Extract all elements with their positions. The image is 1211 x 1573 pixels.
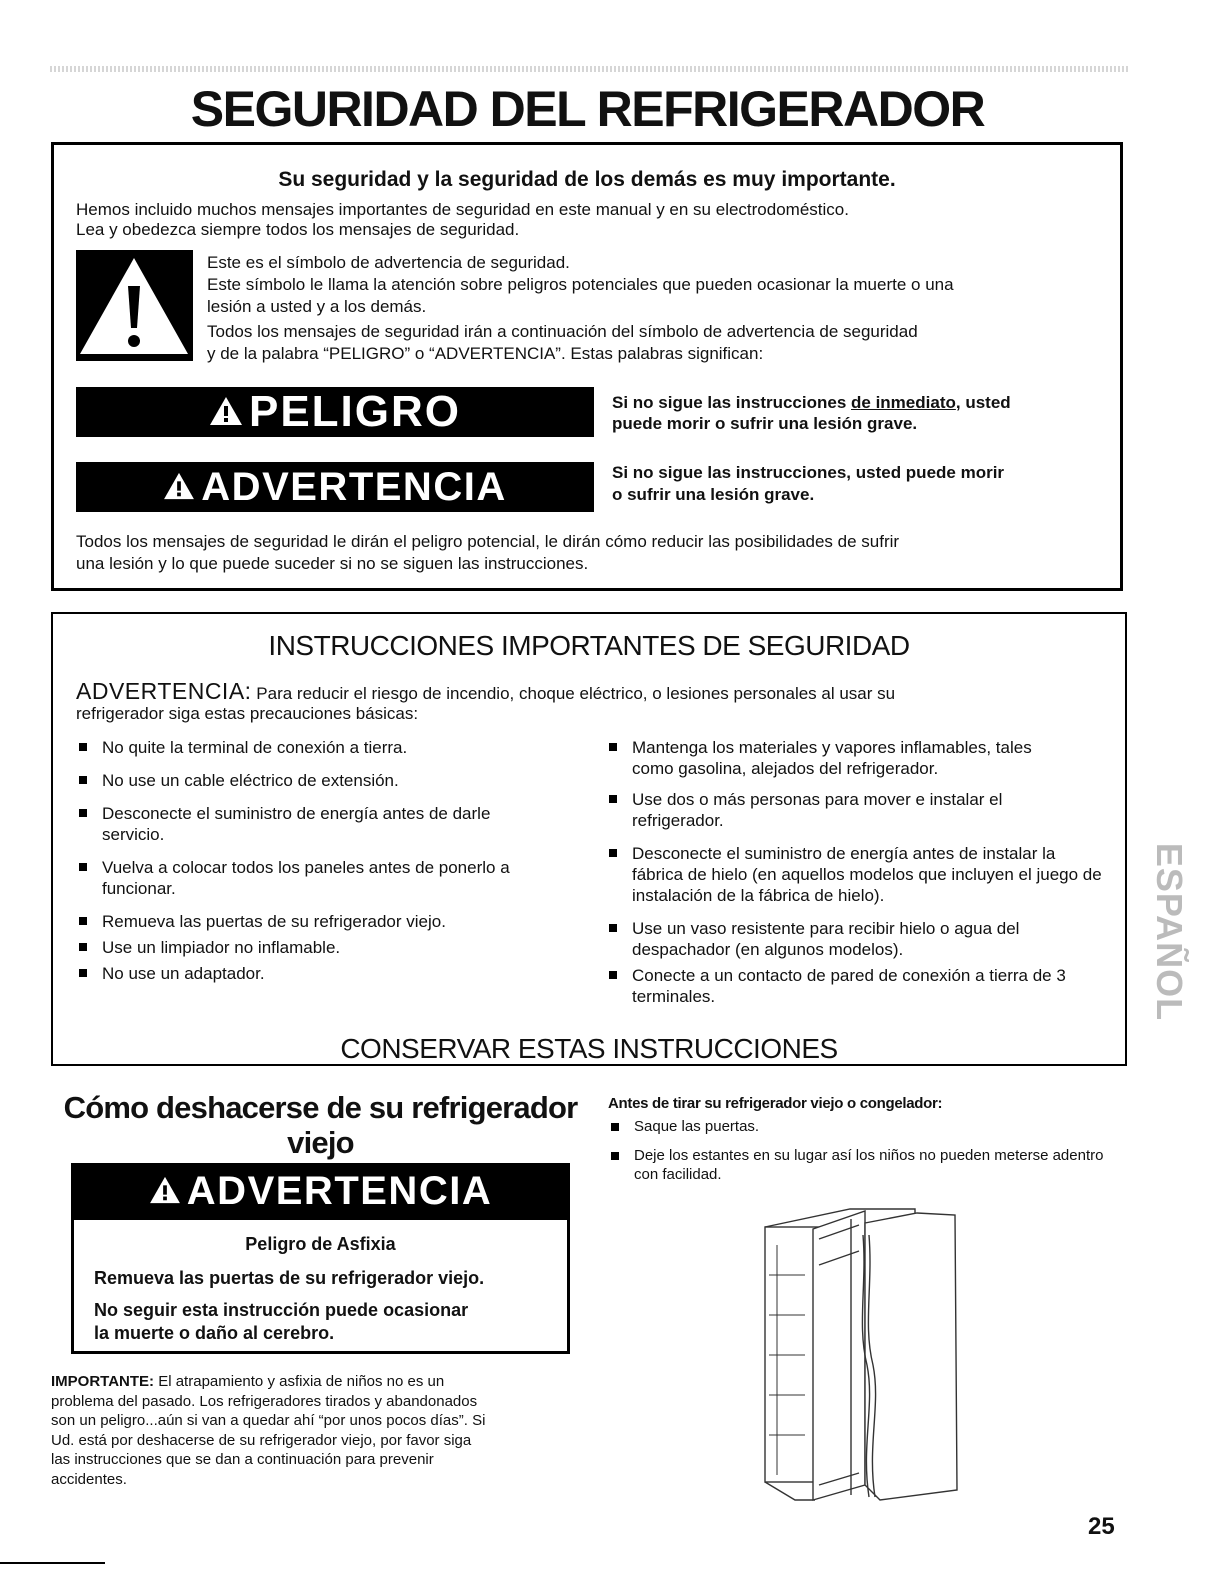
warning-triangle-icon: [209, 387, 243, 437]
list-item: No quite la terminal de conexión a tierra.: [76, 737, 546, 758]
important-label: IMPORTANTE:: [51, 1373, 155, 1390]
list-item: Desconecte el suministro de energía antes de darle servicio.: [76, 803, 522, 845]
disposal-heading: [51, 1090, 590, 1160]
peligro-text-a: Si no sigue las instrucciones: [612, 393, 852, 412]
list-item: Use un vaso resistente para recibir hielo o agua del despachador (en algunos modelos).: [606, 918, 1082, 960]
list-item: Use dos o más personas para mover e instalar el refrigerador.: [606, 789, 1072, 831]
warning-text-2: refrigerador siga estas precauciones básicas:: [76, 704, 419, 723]
symbol-line-4: Todos los mensajes de seguridad irán a continuación del símbolo de advertencia de seguridad: [207, 322, 918, 341]
warning-text-1: Para reducir el riesgo de incendio, choque eléctrico, o lesiones personales al usar su: [251, 684, 896, 703]
list-item: Conecte a un contacto de pared de conexión a tierra de 3 terminales.: [606, 965, 1106, 1007]
peligro-text-emphasis: de inmediato: [851, 393, 956, 412]
safety-heading: Su seguridad y la seguridad de los demás es muy importante.: [278, 168, 896, 191]
peligro-banner: [76, 387, 594, 437]
hazard-instruction: Remueva las puertas de su refrigerador viejo.: [94, 1268, 485, 1288]
symbol-line-5: y de la palabra “PELIGRO” o “ADVERTENCIA”. Estas palabras significan:: [207, 344, 764, 363]
bottom-rule: [0, 1562, 105, 1564]
instructions-heading: INSTRUCCIONES IMPORTANTES DE SEGURIDAD: [268, 630, 910, 661]
list-item: Saque las puertas.: [608, 1117, 1123, 1136]
top-dotted-rule: [50, 66, 1130, 72]
safety-intro-2: Lea y obedezca siempre todos los mensajes de seguridad.: [76, 220, 520, 239]
important-line: problema del pasado. Los refrigeradores tirados y abandonados: [51, 1392, 478, 1410]
safety-alert-symbol: [76, 250, 193, 361]
important-line: El atrapamiento y asfixia de niños no es un: [154, 1373, 445, 1390]
instructions-warning: [76, 678, 895, 705]
peligro-text-c: puede morir o sufrir una lesión grave.: [612, 414, 918, 433]
list-item: Desconecte el suministro de energía antes de instalar la fábrica de hielo (en aquellos modelos que incluyen el juego de instalación de la fábrica de hielo).: [606, 843, 1106, 906]
advertencia-banner: [76, 462, 594, 512]
list-item: Vuelva a colocar todos los paneles antes de ponerlo a funcionar.: [76, 857, 522, 899]
advertencia-description: [612, 462, 1004, 506]
right-precautions-list: [606, 737, 1106, 1007]
list-item: Use un limpiador no inflamable.: [76, 937, 546, 958]
warning-triangle-icon: [149, 1163, 181, 1220]
disposal-heading-line-2: viejo: [287, 1125, 354, 1160]
important-note: [51, 1372, 485, 1489]
disposal-heading-line-1: Cómo deshacerse de su refrigerador: [63, 1090, 578, 1125]
page-number: 25: [1088, 1513, 1115, 1540]
safety-intro-1: Hemos incluido muchos mensajes importantes de seguridad en este manual y en su electrodoméstico.: [76, 200, 849, 219]
warning-triangle-icon: [163, 462, 195, 512]
list-item: Mantenga los materiales y vapores inflamables, tales como gasolina, alejados del refrigerador.: [606, 737, 1072, 779]
side-tab-label: ESPAÑOL: [1149, 842, 1190, 1022]
list-item: Deje los estantes en su lugar así los niños no pueden meterse adentro con facilidad.: [608, 1146, 1123, 1184]
list-item: Remueva las puertas de su refrigerador viejo.: [76, 911, 546, 932]
important-line: son un peligro...aún si van a quedar ahí “por unos pocos días”. Si: [51, 1412, 486, 1429]
safety-footer-1: Todos los mensajes de seguridad le dirán el peligro potencial, le dirán cómo reducir las posibilidades de sufrir: [76, 532, 900, 551]
important-line: accidentes.: [51, 1470, 127, 1488]
advertencia-label: ADVERTENCIA: [201, 465, 507, 509]
important-line: las instrucciones que se dan a continuación para prevenir: [51, 1451, 434, 1468]
disposal-warning-label: ADVERTENCIA: [186, 1169, 493, 1213]
important-line: Ud. está por deshacerse de su refrigerador viejo, por favor siga: [51, 1431, 472, 1449]
symbol-line-1: Este es el símbolo de advertencia de seguridad.: [207, 253, 570, 272]
warning-word: ADVERTENCIA:: [76, 678, 252, 704]
advertencia-text-2: o sufrir una lesión grave.: [612, 485, 815, 504]
language-side-tab: [1150, 820, 1188, 1045]
list-item: No use un cable eléctrico de extensión.: [76, 770, 546, 791]
peligro-text-b: , usted: [955, 393, 1011, 412]
hazard-title: Peligro de Asfixia: [245, 1234, 396, 1254]
consequence-line-1: No seguir esta instrucción puede ocasionar: [94, 1300, 469, 1320]
left-precautions-list: [76, 737, 546, 984]
warning-triangle-icon: [76, 250, 193, 361]
before-disposal-heading: Antes de tirar su refrigerador viejo o congelador:: [608, 1095, 943, 1112]
refrigerator-illustration: [755, 1205, 965, 1505]
list-item: No use un adaptador.: [76, 963, 546, 984]
advertencia-text-1: Si no sigue las instrucciones, usted puede morir: [612, 463, 1005, 482]
symbol-line-2: Este símbolo le llama la atención sobre peligros potenciales que pueden ocasionar la muerte o una: [207, 275, 954, 294]
before-disposal-list: [608, 1117, 1123, 1184]
safety-footer-2: una lesión y lo que puede suceder si no se siguen las instrucciones.: [76, 554, 589, 573]
refrigerator-icon: [755, 1205, 965, 1505]
keep-instructions-footer: CONSERVAR ESTAS INSTRUCCIONES: [340, 1033, 838, 1064]
hazard-consequence: [94, 1299, 468, 1345]
symbol-line-3: lesión a usted y a los demás.: [207, 297, 427, 316]
page-title: SEGURIDAD DEL REFRIGERADOR: [190, 81, 985, 137]
peligro-description: [612, 392, 1011, 434]
consequence-line-2: la muerte o daño al cerebro.: [94, 1323, 335, 1343]
disposal-advertencia-banner: [71, 1163, 570, 1220]
peligro-label: PELIGRO: [248, 387, 462, 436]
